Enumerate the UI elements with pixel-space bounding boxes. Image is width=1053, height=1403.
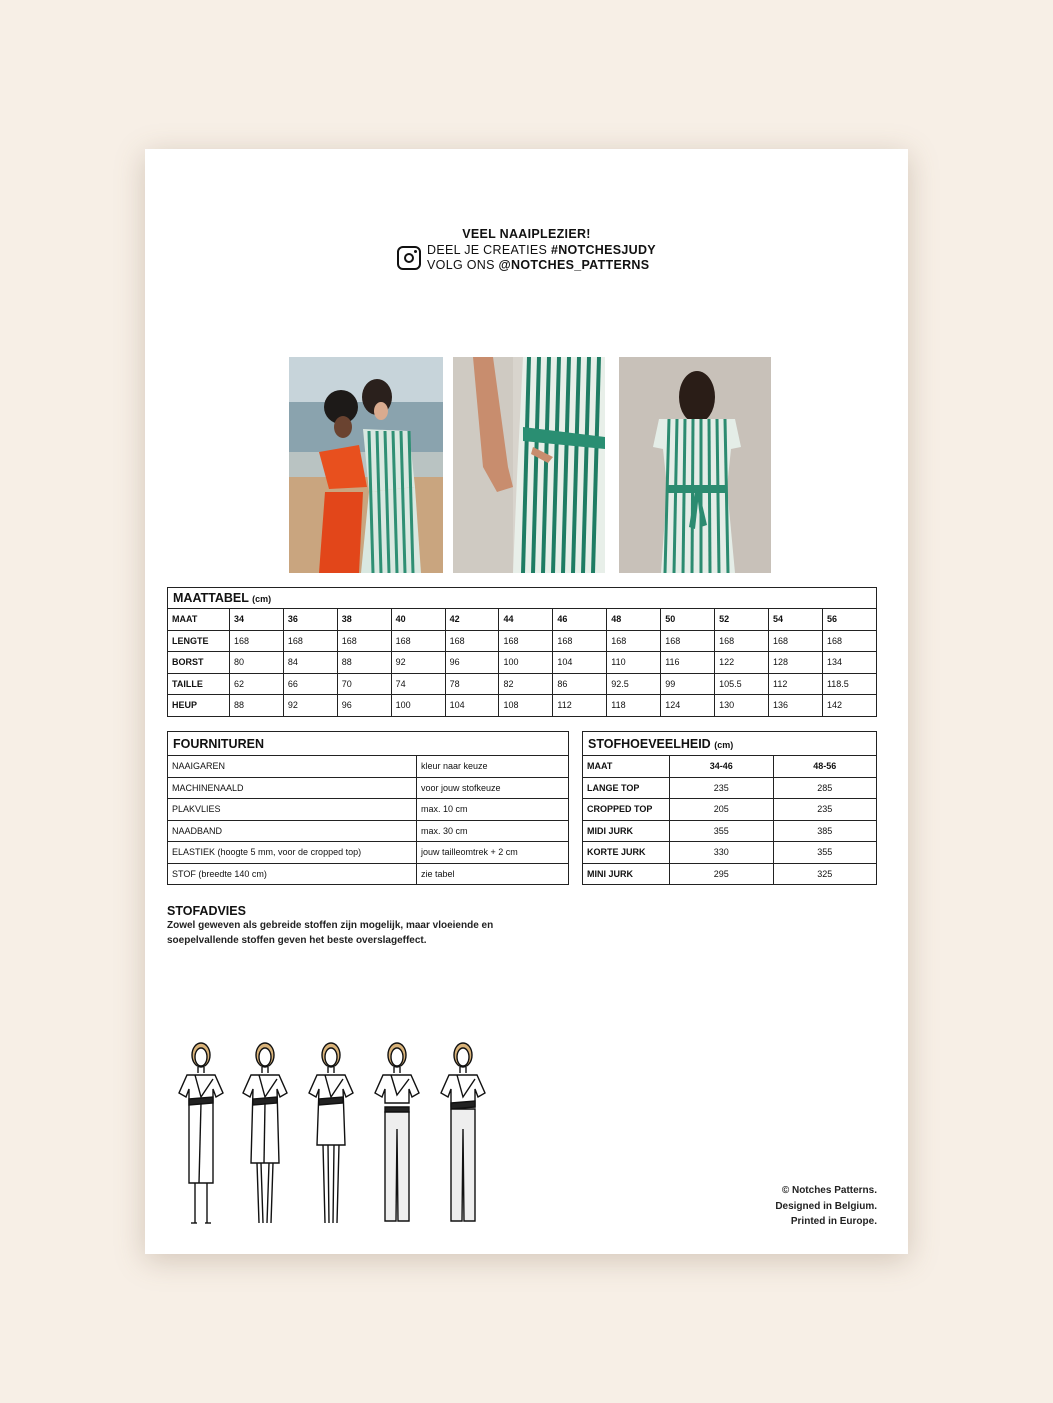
printed-line: Printed in Europe.	[790, 1216, 877, 1227]
midi-dress-figure	[173, 1037, 229, 1229]
size-row-borst: BORST 80 84 88 92 96 100 104 110 116 122 128 134	[168, 652, 877, 674]
hashtag: #NOTCHESJUDY	[550, 243, 656, 257]
size-40: 40	[391, 609, 445, 631]
long-top-trousers-figure	[435, 1037, 491, 1229]
copyright-block	[775, 1183, 877, 1230]
short-dress-figure	[237, 1037, 293, 1229]
fabric-advice-line2: soepelvallende stoffen geven het beste overslageffect.	[167, 935, 427, 946]
size-50: 50	[661, 609, 715, 631]
supplies-row: ELASTIEK (hoogte 5 mm, voor de cropped top) jouw tailleomtrek + 2 cm	[168, 842, 569, 864]
supplies-table	[167, 731, 569, 885]
supplies-row: NAAIGAREN kleur naar keuze	[168, 756, 569, 778]
fabric-row: MINI JURK 295 325	[583, 863, 877, 885]
fabric-row: CROPPED TOP 205 235	[583, 799, 877, 821]
supplies-row: STOF (breedte 140 cm) zie tabel	[168, 863, 569, 885]
supplies-row: PLAKVLIES max. 10 cm	[168, 799, 569, 821]
share-line: DEEL JE CREATIES #NOTCHESJUDY	[427, 243, 656, 257]
fabric-advice	[167, 904, 567, 948]
size-52: 52	[715, 609, 769, 631]
size-row-heup: HEUP 88 92 96 100 104 108 112 118 124 130 136 142	[168, 695, 877, 717]
size-56: 56	[822, 609, 876, 631]
fabric-advice-title: STOFADVIES	[167, 904, 246, 918]
instagram-handle: @NOTCHES_PATTERNS	[498, 258, 650, 272]
size-44: 44	[499, 609, 553, 631]
size-36: 36	[283, 609, 337, 631]
size-row-taille: TAILLE 62 66 70 74 78 82 86 92.5 99 105.5 112 118.5	[168, 673, 877, 695]
social-block	[397, 243, 656, 273]
supplies-row: NAADBAND max. 30 cm	[168, 820, 569, 842]
fabric-row: KORTE JURK 330 355	[583, 842, 877, 864]
mini-dress-figure	[303, 1037, 359, 1229]
pattern-sheet	[145, 149, 908, 1254]
follow-line: VOLG ONS @NOTCHES_PATTERNS	[427, 258, 650, 272]
size-38: 38	[337, 609, 391, 631]
fabric-table	[582, 731, 877, 885]
size-34: 34	[229, 609, 283, 631]
size-54: 54	[769, 609, 823, 631]
size-row-lengte: LENGTE 168 168 168 168 168 168 168 168 168 168 168 168	[168, 630, 877, 652]
size-chart-title: MAATTABEL (cm)	[168, 588, 877, 609]
size-48: 48	[607, 609, 661, 631]
instagram-icon	[397, 246, 421, 270]
size-chart	[167, 587, 877, 717]
fabric-row: LANGE TOP 235 285	[583, 777, 877, 799]
supplies-row: MACHINENAALD voor jouw stofkeuze	[168, 777, 569, 799]
fabric-title: STOFHOEVEELHEID (cm)	[583, 732, 877, 756]
copyright-line: © Notches Patterns.	[781, 1185, 877, 1196]
size-42: 42	[445, 609, 499, 631]
cropped-top-trousers-figure	[369, 1037, 425, 1229]
size-row-maat: MAAT 34 36 38 40 42 44 46 48 50 52 54 56	[168, 609, 877, 631]
header	[145, 227, 908, 275]
size-46: 46	[553, 609, 607, 631]
supplies-title: FOURNITUREN	[168, 732, 569, 756]
designed-line: Designed in Belgium.	[775, 1200, 877, 1212]
striped-dress-back-photo	[619, 357, 771, 573]
two-women-beach-photo	[289, 357, 443, 573]
fabric-header-row: MAAT 34-46 48-56	[583, 756, 877, 778]
header-title: VEEL NAAIPLEZIER!	[462, 227, 591, 241]
fabric-advice-line1: Zowel geweven als gebreide stoffen zijn mogelijk, maar vloeiende en	[167, 920, 494, 931]
fabric-row: MIDI JURK 355 385	[583, 820, 877, 842]
striped-dress-detail-photo	[453, 357, 605, 573]
